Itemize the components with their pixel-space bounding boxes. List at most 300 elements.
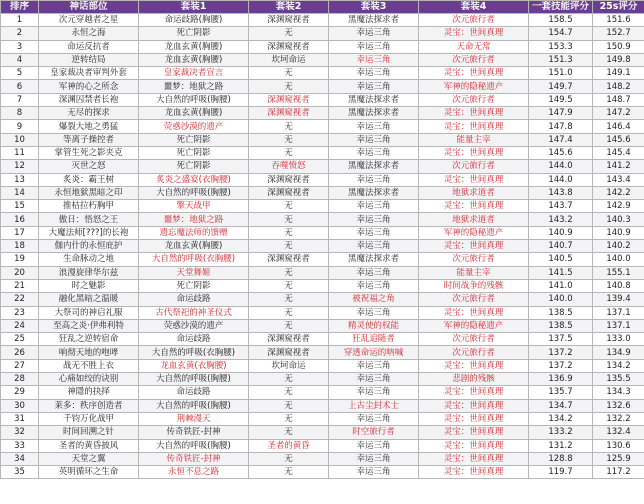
set1-cell: 命运歧路 [139,293,249,306]
set2-cell: 无 [249,319,329,332]
set3-cell: 幸运三角 [329,306,419,319]
set4-cell: 灵宝：世间真理 [419,399,529,412]
rank-cell: 1 [1,14,39,27]
set3-cell: 上古尘封术士 [329,399,419,412]
skill-score-cell: 154.7 [529,27,593,40]
set4-cell: 灵宝：世间真理 [419,439,529,452]
set4-cell: 悲剧的残骸 [419,373,529,386]
set2-cell: 无 [249,386,329,399]
mythic-part-cell: 炙炎：霸王树 [39,173,139,186]
set1-cell: 龙血玄黄(胸腰) [139,107,249,120]
mythic-part-cell: 英明循环之生命 [39,466,139,479]
skill-score-cell: 131.2 [529,439,593,452]
score-25s-cell: 142.9 [593,200,644,213]
table-row [1,40,644,53]
rank-cell: 9 [1,120,39,133]
set4-cell: 灵宝：世间真理 [419,306,529,319]
mythic-part-cell: 时之魅影 [39,279,139,292]
set3-cell: 幸运三角 [329,200,419,213]
set3-cell: 幸运三角 [329,173,419,186]
skill-score-cell: 137.5 [529,333,593,346]
score-25s-cell: 117.2 [593,466,644,479]
score-25s-cell: 142.2 [593,186,644,199]
set4-cell: 灵宝：世间真理 [419,240,529,253]
set4-cell: 灵宝：世间真理 [419,27,529,40]
set2-cell: 无 [249,133,329,146]
mythic-part-cell: 等离子操控者 [39,133,139,146]
mythic-part-cell: 心痛如绞的诀别 [39,373,139,386]
skill-score-cell: 119.7 [529,466,593,479]
skill-score-cell: 158.5 [529,14,593,27]
skill-score-cell: 147.8 [529,120,593,133]
mythic-part-cell: 命运反抗者 [39,40,139,53]
skill-score-cell: 138.5 [529,319,593,332]
set4-cell: 次元旅行者 [419,53,529,66]
rank-cell: 7 [1,93,39,106]
set4-cell: 灵宝：世间真理 [419,466,529,479]
rank-cell: 5 [1,67,39,80]
set3-cell: 黑魔法探求者 [329,253,419,266]
mythic-part-cell: 永恒之海 [39,27,139,40]
set4-cell: 灵宝：世间真理 [419,120,529,133]
skill-score-cell: 138.5 [529,306,593,319]
score-25s-cell: 143.4 [593,173,644,186]
mythic-part-cell: 时间回溯之针 [39,426,139,439]
mythic-part-cell: 逆转结局 [39,53,139,66]
set1-cell: 大自然的呼吸(胸腰) [139,93,249,106]
table-row [1,253,644,266]
set3-cell: 幸运三角 [329,359,419,372]
set3-cell: 幸运三角 [329,412,419,425]
set1-cell: 大自然的呼吸(胸腰) [139,186,249,199]
set2-cell: 无 [249,452,329,465]
mythic-part-cell: 无尽的探求 [39,107,139,120]
mythic-part-cell: 爆裂大地之勇猛 [39,120,139,133]
score-25s-cell: 135.5 [593,373,644,386]
set1-cell: 天堂舞姬 [139,266,249,279]
set1-cell: 古代祭祀的神圣仪式 [139,306,249,319]
set4-cell: 能量主宰 [419,266,529,279]
table-row [1,426,644,439]
set1-cell: 命运歧路(胸腰) [139,14,249,27]
set1-cell: 死亡阴影 [139,133,249,146]
mythic-part-cell: 大魔法师[???]的长袍 [39,226,139,239]
set1-cell: 传奇铁匠-封神 [139,426,249,439]
set1-cell: 大自然的呼吸(胸腰) [139,439,249,452]
table-row [1,80,644,93]
rank-cell: 11 [1,146,39,159]
table-row [1,439,644,452]
set3-cell: 穿透命运的呐喊 [329,346,419,359]
score-25s-cell: 132.2 [593,412,644,425]
set4-cell: 灵宝：世间真理 [419,146,529,159]
set2-cell: 深渊窥视者 [249,14,329,27]
set3-cell: 黑魔法探求者 [329,107,419,120]
score-25s-cell: 140.0 [593,253,644,266]
set4-cell: 次元旅行者 [419,293,529,306]
skill-score-cell: 143.7 [529,200,593,213]
set2-cell: 深渊窥视者 [249,346,329,359]
set4-cell: 灵宝：世间真理 [419,452,529,465]
mythic-part-cell: 生命脉动之地 [39,253,139,266]
skill-score-cell: 144.0 [529,160,593,173]
mythic-part-cell: 深渊囚禁者长袍 [39,93,139,106]
mythic-part-cell: 灭世之怒 [39,160,139,173]
set1-cell: 大自然的呼吸(衣胸腰) [139,346,249,359]
set1-cell: 遗忘魔法师的馈赠 [139,226,249,239]
set1-cell: 大自然的呼吸(胸腰) [139,399,249,412]
set4-cell: 能量主宰 [419,133,529,146]
set2-cell: 无 [249,200,329,213]
set4-cell: 灵宝：世间真理 [419,359,529,372]
mythic-part-cell: 至高之炎·伊弗利特 [39,319,139,332]
set4-cell: 军神的隐秘遗产 [419,226,529,239]
set2-cell: 无 [249,426,329,439]
skill-score-cell: 135.7 [529,386,593,399]
set3-cell: 幸运三角 [329,80,419,93]
mythic-part-cell: 天堂之翼 [39,452,139,465]
rank-cell: 28 [1,373,39,386]
rank-cell: 2 [1,27,39,40]
table-row [1,279,644,292]
skill-score-cell: 151.3 [529,53,593,66]
set1-cell: 皇家裁决者宣言 [139,67,249,80]
skill-score-cell: 143.2 [529,213,593,226]
set3-cell: 幸运三角 [329,67,419,80]
set1-cell: 死亡阴影 [139,27,249,40]
mythic-part-cell: 狂乱之逆转宿命 [39,333,139,346]
score-25s-cell: 145.6 [593,133,644,146]
score-25s-cell: 149.1 [593,67,644,80]
rank-cell: 31 [1,412,39,425]
rank-cell: 10 [1,133,39,146]
set3-cell: 幸运三角 [329,226,419,239]
skill-score-cell: 140.7 [529,240,593,253]
rank-cell: 8 [1,107,39,120]
set1-cell: 炙炎之盛宴(衣胸腰) [139,173,249,186]
rank-cell: 30 [1,399,39,412]
rank-cell: 17 [1,226,39,239]
set3-cell: 幸运三角 [329,146,419,159]
skill-score-cell: 137.2 [529,346,593,359]
set2-cell: 无 [249,80,329,93]
mythic-part-cell: 推枯拉朽胸甲 [39,200,139,213]
set2-cell: 无 [249,399,329,412]
set1-cell: 龙血玄黄(胸腰) [139,240,249,253]
rank-cell: 29 [1,386,39,399]
set3-cell: 幸运三角 [329,53,419,66]
set1-cell: 大自然的呼吸(衣胸腰) [139,253,249,266]
table-row [1,200,644,213]
skill-score-cell: 134.2 [529,412,593,425]
set3-cell: 幸运三角 [329,213,419,226]
set2-cell: 无 [249,373,329,386]
table-row [1,146,644,159]
mythic-part-cell: 响彻天地的咆哮 [39,346,139,359]
set3-cell: 被祝福之角 [329,293,419,306]
table-row [1,53,644,66]
set3-cell: 时空旅行者 [329,426,419,439]
set4-cell: 灵宝：世间真理 [419,107,529,120]
set1-cell: 死亡阴影 [139,146,249,159]
rank-header: 排序 [1,1,39,14]
set4-cell: 灵宝：世间真理 [419,386,529,399]
rank-cell: 34 [1,452,39,465]
mythic-part-cell: 次元穿越者之星 [39,14,139,27]
score-25s-cell: 130.6 [593,439,644,452]
set4-cell: 灵宝：世间真理 [419,412,529,425]
score-25s-cell: 140.9 [593,226,644,239]
set2-cell: 无 [249,266,329,279]
score-25s-cell: 125.9 [593,452,644,465]
set4-header: 套装4 [419,1,529,14]
rank-cell: 23 [1,306,39,319]
set1-header: 套装1 [139,1,249,14]
set3-cell: 幸运三角 [329,373,419,386]
skill-score-cell: 149.5 [529,93,593,106]
set1-cell: 死亡阴影 [139,279,249,292]
set3-cell: 幸运三角 [329,466,419,479]
rank-cell: 12 [1,160,39,173]
set1-cell: 擎天战甲 [139,200,249,213]
rank-cell: 4 [1,53,39,66]
set4-cell: 时间战争的残骸 [419,279,529,292]
set3-cell: 幸运三角 [329,266,419,279]
set2-cell: 无 [249,466,329,479]
set1-cell: 荧惑沙漠的遗产 [139,120,249,133]
skill-score-cell: 153.3 [529,40,593,53]
table-row [1,333,644,346]
mythic-part-cell: 融化黑暗之温暖 [39,293,139,306]
table-row [1,213,644,226]
score-25s-cell: 155.1 [593,266,644,279]
score-25s-cell: 132.4 [593,426,644,439]
set1-cell: 大自然的呼吸(胸腰) [139,373,249,386]
score-25s-cell: 140.3 [593,213,644,226]
table-row [1,226,644,239]
skill-score-cell: 145.6 [529,146,593,159]
table-row [1,452,644,465]
table-row [1,120,644,133]
set1-cell: 死亡阴影 [139,160,249,173]
mythic-part-cell: 大祭司的神启礼服 [39,306,139,319]
set4-cell: 次元旅行者 [419,160,529,173]
score-25s-cell: 146.4 [593,120,644,133]
table-row [1,67,644,80]
set1-cell: 龙血玄黄(胸腰) [139,53,249,66]
rank-cell: 3 [1,40,39,53]
set2-cell: 圣者的黄昏 [249,439,329,452]
set1-cell: 命运歧路 [139,333,249,346]
rank-cell: 27 [1,359,39,372]
set2-cell: 深渊窥视者 [249,93,329,106]
set2-cell: 无 [249,279,329,292]
rank-cell: 26 [1,346,39,359]
score-25s-cell: 150.9 [593,40,644,53]
score-25s-cell: 134.2 [593,359,644,372]
set4-cell: 地狱求道者 [419,186,529,199]
table-row [1,466,644,479]
mythic-part-cell: 傲日：悟怒之王 [39,213,139,226]
mythic-part-cell: 战无不胜上衣 [39,359,139,372]
mythic-part-cell: 神隱的抉择 [39,386,139,399]
skill-score-cell: 141.0 [529,279,593,292]
score-25s-cell: 148.7 [593,93,644,106]
score-25s-cell: 134.9 [593,346,644,359]
set3-cell: 幸运三角 [329,40,419,53]
score-25s-cell: 139.4 [593,293,644,306]
set1-cell: 龙血玄黄(衣胸腰) [139,359,249,372]
set1-cell: 荧惑沙漠的遗产 [139,319,249,332]
mythic-part-cell: 掌管生死之影夹克 [39,146,139,159]
table-row [1,93,644,106]
rank-cell: 13 [1,173,39,186]
table-row [1,14,644,27]
table-row [1,186,644,199]
set2-cell: 无 [249,240,329,253]
set2-cell: 无 [249,306,329,319]
mythic-part-cell: 千钧万化战甲 [39,412,139,425]
set2-cell: 无 [249,27,329,40]
table-row [1,27,644,40]
skill-score-cell: 140.5 [529,253,593,266]
rank-cell: 16 [1,213,39,226]
set4-cell: 地狱求道者 [419,213,529,226]
skill-score-cell: 136.9 [529,373,593,386]
set2-cell: 坎坷命运 [249,359,329,372]
mythic-part-cell: 皇家裁决者审判外套 [39,67,139,80]
score-25s-cell: 140.2 [593,240,644,253]
set2-cell: 深渊窥视者 [249,107,329,120]
set4-cell: 次元旅行者 [419,346,529,359]
skill-score-cell: 147.4 [529,133,593,146]
rank-cell: 18 [1,240,39,253]
set3-cell: 幸运三角 [329,240,419,253]
set1-cell: 永恒不息之路 [139,466,249,479]
table-row [1,160,644,173]
table-row [1,386,644,399]
table-row [1,319,644,332]
score-25s-cell: 141.2 [593,160,644,173]
skill-score-cell: 134.7 [529,399,593,412]
set2-cell: 无 [249,226,329,239]
rank-cell: 19 [1,253,39,266]
score-25s-cell: 145.4 [593,146,644,159]
set3-cell: 幸运三角 [329,27,419,40]
set4-cell: 灵宝：世间真理 [419,200,529,213]
table-row [1,373,644,386]
score-25s-cell: 140.8 [593,279,644,292]
mythic-part-cell: 圣者的黄昏披风 [39,439,139,452]
rank-cell: 20 [1,266,39,279]
rank-cell: 35 [1,466,39,479]
table-row [1,306,644,319]
set2-cell: 无 [249,412,329,425]
rank-cell: 14 [1,186,39,199]
score-25s-cell: 147.2 [593,107,644,120]
set3-cell: 幸运三角 [329,120,419,133]
set3-cell: 幸运三角 [329,279,419,292]
set3-cell: 黑魔法探求者 [329,14,419,27]
set2-header: 套装2 [249,1,329,14]
set4-cell: 次元旅行者 [419,253,529,266]
set2-cell: 无 [249,67,329,80]
set3-cell: 精灵使的权能 [329,319,419,332]
skill-score-cell: 143.8 [529,186,593,199]
set4-cell: 军神的隐秘遗产 [419,80,529,93]
table-body [1,14,644,479]
set2-cell: 无 [249,120,329,133]
set1-cell: 噩梦：地狱之路 [139,80,249,93]
set4-cell: 次元旅行者 [419,333,529,346]
mythic-part-cell: 永恒地狱黑暗之印 [39,186,139,199]
set2-cell: 深渊窥视者 [249,253,329,266]
mythic-part-header: 神话部位 [39,1,139,14]
rank-cell: 33 [1,439,39,452]
set1-cell: 荆棘漫天 [139,412,249,425]
set2-cell: 吞噬愤怒 [249,160,329,173]
set4-cell: 灵宝：世间真理 [419,173,529,186]
table-row [1,399,644,412]
skill-score-cell: 144.0 [529,173,593,186]
set3-cell: 黑魔法探求者 [329,93,419,106]
score-25s-cell: 149.8 [593,53,644,66]
rank-cell: 22 [1,293,39,306]
rank-cell: 32 [1,426,39,439]
table-row [1,107,644,120]
set4-cell: 灵宝：世间真理 [419,426,529,439]
set2-cell: 深渊窥视者 [249,186,329,199]
set3-cell: 幸运三角 [329,386,419,399]
set2-cell: 无 [249,293,329,306]
set3-cell: 幸运三角 [329,452,419,465]
score-25s-cell: 137.1 [593,319,644,332]
set1-cell: 龙血玄黄(胸腰) [139,40,249,53]
set4-cell: 次元旅行者 [419,93,529,106]
set3-header: 套装3 [329,1,419,14]
set4-cell: 灵宝：世间真理 [419,67,529,80]
table-row [1,173,644,186]
set3-cell: 狂乱追随者 [329,333,419,346]
set4-cell: 天命无常 [419,40,529,53]
set2-cell: 深渊窥视者 [249,40,329,53]
table-row [1,133,644,146]
set2-cell: 坎坷命运 [249,53,329,66]
skill-score-cell: 133.2 [529,426,593,439]
skill-score-cell: 128.8 [529,452,593,465]
rank-cell: 15 [1,200,39,213]
score-25s-cell: 132.6 [593,399,644,412]
set3-cell: 幸运三角 [329,133,419,146]
set4-cell: 次元旅行者 [419,14,529,27]
table-row [1,412,644,425]
skill-score-cell: 151.0 [529,67,593,80]
score-25s-cell: 152.7 [593,27,644,40]
skill-score-cell: 140.9 [529,226,593,239]
table-header-row [1,1,644,14]
set2-cell: 无 [249,213,329,226]
set1-cell: 命运歧路 [139,386,249,399]
set4-cell: 军神的隐秘遗产 [419,319,529,332]
set2-cell: 深渊窥视者 [249,173,329,186]
rank-cell: 24 [1,319,39,332]
rank-cell: 21 [1,279,39,292]
set3-cell: 黑魔法探求者 [329,186,419,199]
set1-cell: 噩梦：地狱之路 [139,213,249,226]
score-25s-cell: 133.0 [593,333,644,346]
set1-cell: 传奇铁匠-封神 [139,452,249,465]
skill-score-cell: 137.2 [529,359,593,372]
